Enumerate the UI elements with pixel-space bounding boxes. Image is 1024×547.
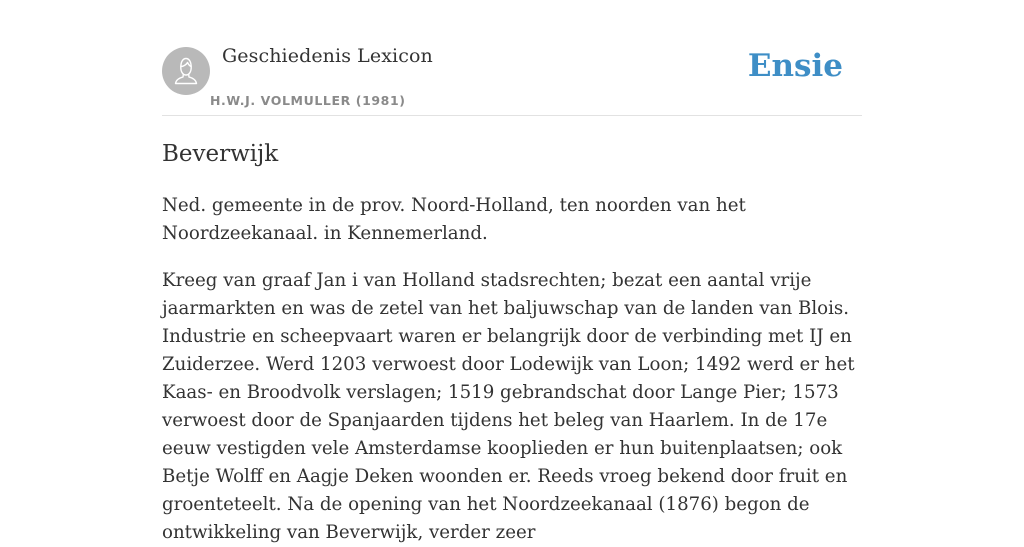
header	[162, 0, 862, 116]
article	[162, 138, 862, 547]
article-paragraph: Kreeg van graaf Jan i van Holland stadsrechten; bezat een aantal vrije jaarmarkten en was de zetel van het baljuwschap van de landen van Blois. Industrie en scheepvaart waren er belangrijk door de verbinding met IJ en Zuiderzee. Werd 1203 verwoest door Lodewijk van Loon; 1492 werd er het Kaas- en Broodvolk verslagen; 1519 gebrandschat door Lange Pier; 1573 verwoest door de Spanjaarden tijdens het beleg van Haarlem. In de 17e eeuw vestigden vele Amsterdamse kooplieden er hun buitenplaatsen; ook Betje Wolff en Aagje Deken woonden er. Reeds vroeg bekend door fruit en groenteteelt. Na de opening van het Noordzeekanaal (1876) begon de ontwikkeling van Beverwijk, verder zeer	[162, 270, 855, 543]
author-credit[interactable]: H.W.J. VOLMULLER (1981)	[210, 93, 406, 108]
brand-logo[interactable]: Ensie	[747, 48, 843, 84]
book-title[interactable]: Geschiedenis Lexicon	[222, 45, 433, 67]
article-paragraph: Ned. gemeente in de prov. Noord-Holland, ten noorden van het Noordzeekanaal. in Kennemerland.	[162, 195, 746, 244]
user-silhouette-icon[interactable]	[162, 47, 210, 95]
article-title: Beverwijk	[162, 141, 279, 167]
